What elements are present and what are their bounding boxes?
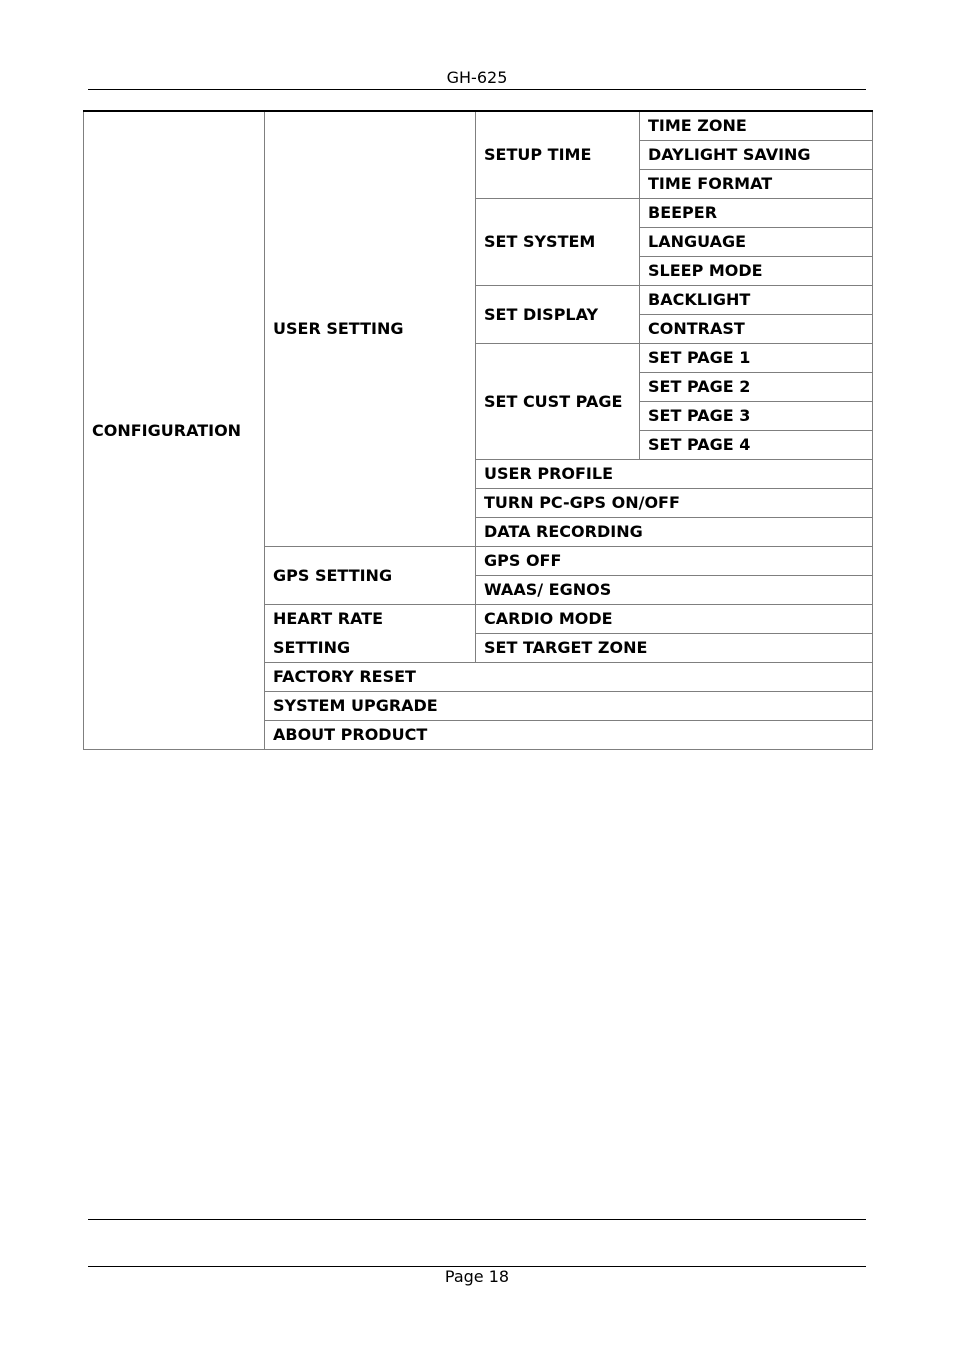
menu-item-gps-off: GPS OFF <box>476 547 873 576</box>
menu-item-waas-egnos: WAAS/ EGNOS <box>476 576 873 605</box>
menu-item-beeper: BEEPER <box>640 199 873 228</box>
menu-item-backlight: BACKLIGHT <box>640 286 873 315</box>
heart-rate-setting-cell-line1: HEART RATE <box>265 605 476 634</box>
table-row <box>84 111 873 141</box>
set-system-cell: SET SYSTEM <box>476 199 640 286</box>
header-rule <box>88 89 866 90</box>
document-header-title: GH-625 <box>446 68 508 87</box>
gps-setting-cell: GPS SETTING <box>265 547 476 605</box>
menu-item-set-page-2: SET PAGE 2 <box>640 373 873 402</box>
heart-rate-setting-cell-line2: SETTING <box>265 634 476 663</box>
menu-item-system-upgrade: SYSTEM UPGRADE <box>265 692 873 721</box>
menu-structure-table <box>83 110 873 750</box>
menu-item-daylight-saving: DAYLIGHT SAVING <box>640 141 873 170</box>
menu-item-set-page-1: SET PAGE 1 <box>640 344 873 373</box>
menu-item-factory-reset: FACTORY RESET <box>265 663 873 692</box>
menu-item-time-format: TIME FORMAT <box>640 170 873 199</box>
menu-item-data-recording: DATA RECORDING <box>476 518 873 547</box>
menu-item-sleep-mode: SLEEP MODE <box>640 257 873 286</box>
menu-item-language: LANGUAGE <box>640 228 873 257</box>
menu-item-cardio-mode: CARDIO MODE <box>476 605 873 634</box>
menu-item-about-product: ABOUT PRODUCT <box>265 721 873 750</box>
menu-item-set-page-4: SET PAGE 4 <box>640 431 873 460</box>
user-setting-cell: USER SETTING <box>265 111 476 547</box>
menu-item-contrast: CONTRAST <box>640 315 873 344</box>
setup-time-cell: SETUP TIME <box>476 111 640 199</box>
set-display-cell: SET DISPLAY <box>476 286 640 344</box>
menu-item-set-page-3: SET PAGE 3 <box>640 402 873 431</box>
menu-item-time-zone: TIME ZONE <box>640 111 873 141</box>
menu-item-user-profile: USER PROFILE <box>476 460 873 489</box>
page-number: Page 18 <box>444 1267 510 1286</box>
root-menu-cell: CONFIGURATION <box>84 111 265 750</box>
footer-rule-upper <box>88 1219 866 1220</box>
menu-item-turn-pc-gps: TURN PC-GPS ON/OFF <box>476 489 873 518</box>
set-cust-page-cell: SET CUST PAGE <box>476 344 640 460</box>
menu-item-set-target-zone: SET TARGET ZONE <box>476 634 873 663</box>
